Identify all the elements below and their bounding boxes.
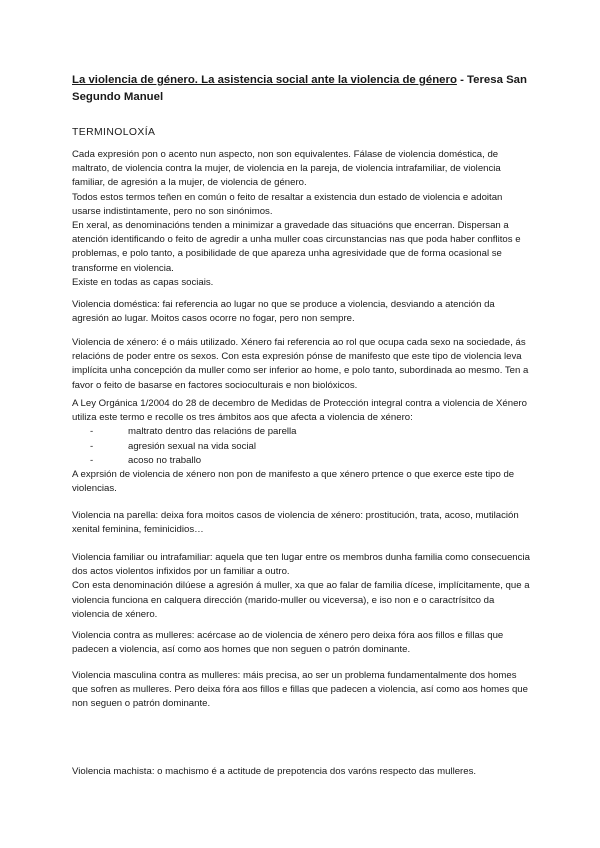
title-author: - Teresa San Segundo Manuel <box>72 74 527 103</box>
paragraph-gender-violence <box>72 336 532 393</box>
title-main: La violencia de género. La asistencia social ante la violencia de género <box>72 74 457 86</box>
section-heading: TERMINOLOXÍA <box>72 127 156 138</box>
paragraph-line: Todos estos termos teñen en común o feito de resaltar a existencia dun estado de violencia e adoitan usarse indistintamente, pero no son sinónimos. <box>72 191 503 217</box>
paragraph-line: Violencia de xénero: é o máis utilizado. Xénero fai referencia ao rol que ocupa cada sexo na sociedade, ás relacións de poder entre os sexos. Con esta expresión pónse de manifesto que este tipo de violencia leva implícita unha concepción da muller como ser inferior ao home, e polo tanto, subordinada ao mesmo. Ten a favor o feito de basarse en factores socioculturais e non biolóxicos. <box>72 337 529 391</box>
paragraph-line: Violencia masculina contra as mulleres: máis precisa, ao ser un problema fundamentalmente dos homes que sofren as mulleres. Pero deixa fóra aos fillos e fillas que padecen a violencia, así como aos homes que non seguen o patrón dominante. <box>72 670 528 710</box>
paragraph-line: Con esta denominación dilúese a agresión á muller, xa que ao falar de familia dícese, implícitamente, que a violencia funciona en calquera dirección (marido-muller ou viceversa), e iso non e o caractrísitco da violencia de xénero. <box>72 580 530 620</box>
paragraph-line: Violencia doméstica: fai referencia ao lugar no que se produce a violencia, desviando a atención da agresión ao lugar. Moitos casos ocorre no fogar, pero non sempre. <box>72 299 495 325</box>
list-item: - acoso no traballo <box>90 454 532 468</box>
list-item: - maltrato dentro das relacións de parella <box>90 425 532 439</box>
paragraph-line: Cada expresión pon o acento nun aspecto, non son equivalentes. Fálase de violencia doméstica, de maltrato, de violencia contra la mujer, de violencia en la pareja, de violencia intrafamiliar, de violencia familiar, de agresión a la mujer, de violencia de género. <box>72 149 501 189</box>
paragraph-partner-violence <box>72 509 532 537</box>
paragraph-line: A Ley Orgánica 1/2004 do 28 de decembro de Medidas de Protección integral contra a violencia de Xénero utiliza este termo e recolle os tres ámbitos aos que afecta a violencia de xénero: <box>72 398 527 424</box>
paragraph-line: Violencia na parella: deixa fora moitos casos de violencia de xénero: prostitución, trata, acoso, mutilación xenital feminina, feminicidios… <box>72 510 519 536</box>
paragraph-line: Violencia machista: o machismo é a actitude de prepotencia dos varóns respecto das mulleres. <box>72 766 477 777</box>
paragraph-domestic-violence <box>72 298 532 326</box>
paragraph-line: Existe en todas as capas sociais. <box>72 276 214 288</box>
paragraph-expressions <box>72 148 532 219</box>
paragraph-organic-law <box>72 397 532 468</box>
list-item: - agresión sexual na vida social <box>90 440 532 454</box>
paragraph-line: A exprsión de violencia de xénero non pon de manifesto a que xénero prtence o que exerce este tipo de violencias. <box>72 469 515 495</box>
paragraph-male-violence <box>72 669 532 712</box>
paragraph-line: Violencia contra as mulleres: acércase ao de violencia de xénero pero deixa fóra aos fillos e fillas que padecen a violencia, así como aos homes que non seguen o patrón dominante. <box>72 630 504 656</box>
law-areas-list <box>72 425 532 468</box>
paragraph-line: En xeral, as denominacións tenden a minimizar a gravedade das situacións que encerran. Dispersan a atención identificando o feito de agredir a unha muller coas circunstancias nas que poda haber conflitos e problemas, e polo tanto, a posibilidade de que apareza unha agresividade que de forma ocasional se transforme en violencia. <box>72 220 521 274</box>
paragraph-line: Violencia familiar ou intrafamiliar: aquela que ten lugar entre os membros dunha familia como consecuencia dos actos violentos infixidos por un familiar a outro. <box>72 552 530 578</box>
paragraph-expression-note <box>72 468 532 496</box>
document-title <box>72 72 542 105</box>
paragraph-violence-against-women <box>72 629 532 657</box>
paragraph-denominations <box>72 219 532 290</box>
paragraph-machista-violence <box>72 765 532 779</box>
paragraph-family-violence <box>72 551 532 622</box>
